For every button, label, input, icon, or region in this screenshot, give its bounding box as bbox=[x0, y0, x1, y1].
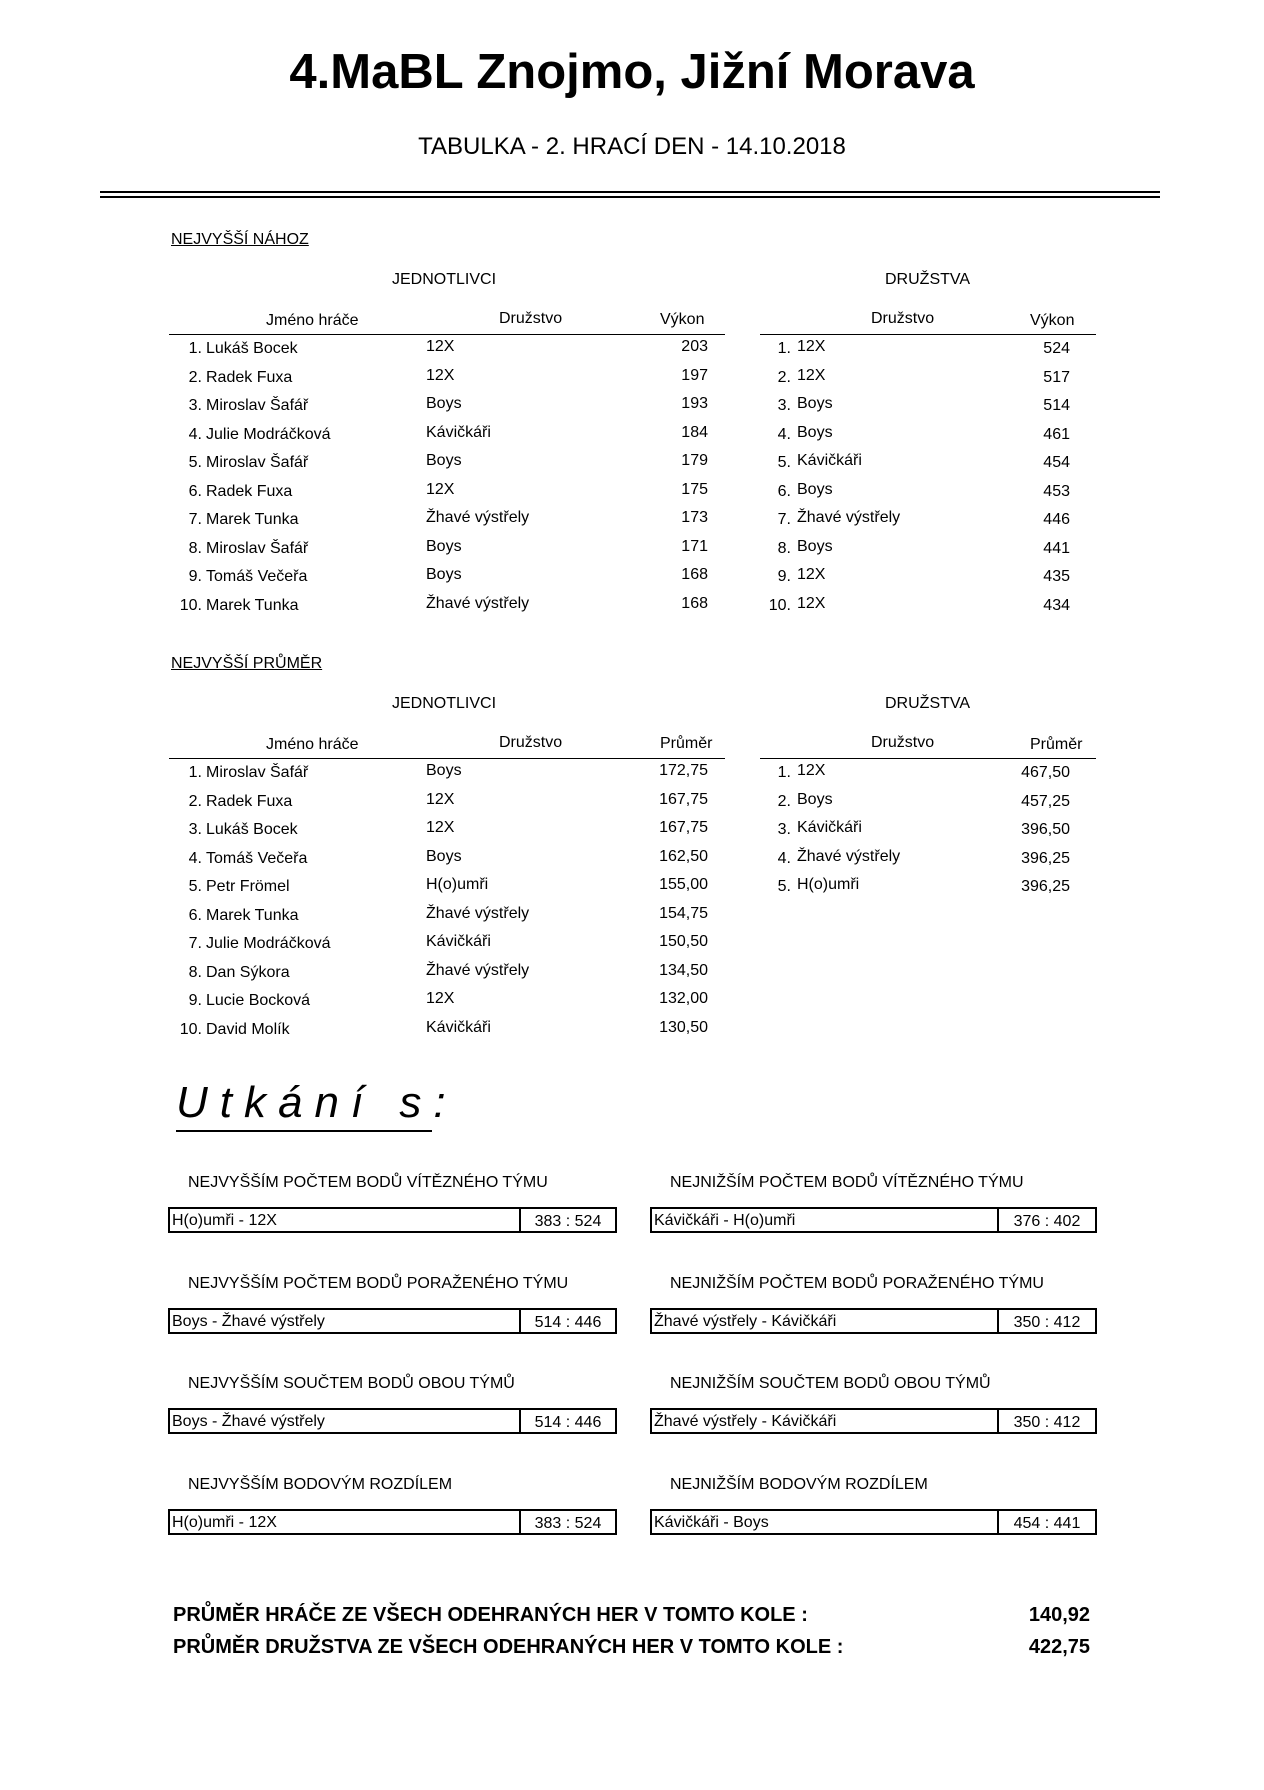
team-name: Boys bbox=[797, 395, 833, 412]
team-value: 453 bbox=[1043, 482, 1070, 500]
player-name: Tomáš Večeřa bbox=[206, 568, 308, 585]
record-box bbox=[650, 1509, 1097, 1535]
team-value: 517 bbox=[1043, 368, 1070, 386]
player-team: Boys bbox=[426, 566, 462, 583]
record-match: Kávičkáři - Boys bbox=[654, 1513, 769, 1531]
team-rank-number: 3. bbox=[777, 821, 791, 838]
player-name: Lukáš Bocek bbox=[206, 340, 298, 357]
team-value: 396,25 bbox=[1021, 849, 1070, 867]
team-value: 446 bbox=[1043, 511, 1070, 528]
player-value: 162,50 bbox=[659, 847, 708, 865]
player-team: 12X bbox=[426, 366, 455, 384]
rank-number: 6. bbox=[188, 482, 202, 500]
player-name: Miroslav Šafář bbox=[206, 539, 309, 557]
player-value: 130,50 bbox=[659, 1018, 708, 1036]
player-value: 179 bbox=[681, 452, 708, 469]
record-match: Žhavé výstřely - Kávičkáři bbox=[654, 1312, 837, 1330]
nahoz-team-header-line bbox=[760, 334, 1096, 335]
player-team: Boys bbox=[426, 395, 462, 412]
player-team: Žhavé výstřely bbox=[426, 509, 530, 526]
team-rank-number: 2. bbox=[777, 368, 791, 386]
team-average-label: PRŮMĚR DRUŽSTVA ZE VŠECH ODEHRANÝCH HER V TOMTO KOLE : bbox=[173, 1636, 844, 1658]
player-team: Boys bbox=[426, 452, 462, 469]
record-match: Boys - Žhavé výstřely bbox=[172, 1413, 325, 1430]
record-label: NEJNIŽŠÍM BODOVÝM ROZDÍLEM bbox=[670, 1475, 928, 1493]
rank-number: 3. bbox=[188, 821, 202, 838]
team-value: 434 bbox=[1043, 596, 1070, 614]
record-label: NEJVYŠŠÍM SOUČTEM BODŮ OBOU TÝMŮ bbox=[188, 1375, 515, 1392]
page-title: 4.MaBL Znojmo, Jižní Morava bbox=[289, 45, 975, 99]
record-label: NEJNIŽŠÍM POČTEM BODŮ PORAŽENÉHO TÝMU bbox=[670, 1274, 1044, 1292]
nahoz-section-title: NEJVYŠŠÍ NÁHOZ bbox=[171, 231, 309, 248]
player-name: Miroslav Šafář bbox=[206, 764, 309, 781]
team-name: 12X bbox=[797, 566, 826, 583]
matches-heading: Utkání s: bbox=[176, 1078, 458, 1127]
player-name: Julie Modráčková bbox=[206, 935, 331, 952]
record-match: Kávičkáři - H(o)umři bbox=[654, 1212, 796, 1229]
prumer-team-header-value: Průměr bbox=[1030, 736, 1083, 753]
team-rank-number: 4. bbox=[777, 849, 791, 867]
record-box bbox=[650, 1408, 1097, 1434]
nahoz-header-line bbox=[169, 334, 725, 335]
player-team: Kávičkáři bbox=[426, 1018, 491, 1036]
player-average-label: PRŮMĚR HRÁČE ZE VŠECH ODEHRANÝCH HER V TOMTO KOLE : bbox=[173, 1604, 808, 1626]
nahoz-team-header-value: Výkon bbox=[1030, 312, 1075, 329]
prumer-header-name: Jméno hráče bbox=[266, 736, 359, 753]
record-score: 350 : 412 bbox=[1013, 1313, 1081, 1331]
player-team: Boys bbox=[426, 762, 462, 779]
team-value: 396,50 bbox=[1021, 821, 1070, 838]
team-value: 524 bbox=[1043, 340, 1070, 357]
player-name: Radek Fuxa bbox=[206, 482, 293, 500]
player-team: Žhavé výstřely bbox=[426, 904, 530, 922]
player-value: 193 bbox=[681, 395, 708, 412]
record-score: 383 : 524 bbox=[534, 1213, 602, 1230]
player-value: 172,75 bbox=[659, 762, 708, 779]
rank-number: 3. bbox=[188, 397, 202, 414]
record-box bbox=[168, 1509, 617, 1535]
team-rank-number: 7. bbox=[777, 511, 791, 528]
record-box bbox=[650, 1207, 1097, 1233]
team-name: Boys bbox=[797, 790, 833, 808]
player-value: 168 bbox=[681, 594, 708, 612]
player-name: Lukáš Bocek bbox=[206, 821, 298, 838]
record-score: 454 : 441 bbox=[1013, 1514, 1081, 1532]
rank-number: 1. bbox=[188, 764, 202, 781]
nahoz-header-value: Výkon bbox=[660, 311, 705, 328]
player-name: Lucie Bocková bbox=[206, 992, 311, 1009]
player-name: David Molík bbox=[206, 1020, 290, 1038]
record-label: NEJNIŽŠÍM SOUČTEM BODŮ OBOU TÝMŮ bbox=[670, 1375, 991, 1392]
team-name: Boys bbox=[797, 480, 833, 498]
player-value: 203 bbox=[681, 338, 708, 355]
record-box bbox=[168, 1308, 617, 1334]
player-team: 12X bbox=[426, 790, 455, 808]
team-name: H(o)umři bbox=[797, 876, 860, 893]
team-rank-number: 1. bbox=[777, 340, 791, 357]
player-team: 12X bbox=[426, 480, 455, 498]
rank-number: 7. bbox=[188, 511, 202, 528]
rank-number: 5. bbox=[188, 454, 202, 471]
nahoz-individual-title: JEDNOTLIVCI bbox=[392, 271, 497, 288]
player-name: Julie Modráčková bbox=[206, 425, 331, 443]
record-label: NEJVYŠŠÍM BODOVÝM ROZDÍLEM bbox=[188, 1475, 453, 1493]
rank-number: 9. bbox=[188, 568, 202, 585]
team-rank-number: 1. bbox=[777, 764, 791, 781]
team-average-value: 422,75 bbox=[1028, 1636, 1090, 1658]
player-name: Miroslav Šafář bbox=[206, 397, 309, 414]
team-value: 435 bbox=[1043, 568, 1070, 585]
record-box bbox=[168, 1408, 617, 1434]
team-rank-number: 6. bbox=[777, 482, 791, 500]
player-value: 134,50 bbox=[659, 961, 708, 979]
team-value: 454 bbox=[1043, 454, 1070, 471]
player-name: Radek Fuxa bbox=[206, 792, 293, 810]
prumer-section-title: NEJVYŠŠÍ PRŮMĚR bbox=[171, 655, 323, 672]
player-value: 167,75 bbox=[659, 819, 708, 836]
rank-number: 2. bbox=[188, 368, 202, 386]
player-value: 150,50 bbox=[659, 933, 708, 950]
rank-number: 10. bbox=[179, 1020, 202, 1038]
nahoz-team-title: DRUŽSTVA bbox=[885, 271, 971, 288]
nahoz-header-name: Jméno hráče bbox=[266, 312, 359, 329]
player-value: 167,75 bbox=[659, 790, 708, 808]
record-score: 514 : 446 bbox=[534, 1414, 602, 1431]
team-name: 12X bbox=[797, 338, 826, 355]
player-name: Marek Tunka bbox=[206, 596, 299, 614]
rank-number: 1. bbox=[188, 340, 202, 357]
player-value: 155,00 bbox=[659, 876, 708, 893]
record-match: H(o)umři - 12X bbox=[172, 1513, 277, 1531]
team-name: 12X bbox=[797, 594, 826, 612]
prumer-team-title: DRUŽSTVA bbox=[885, 695, 971, 712]
team-name: Žhavé výstřely bbox=[797, 509, 901, 526]
rank-number: 7. bbox=[188, 935, 202, 952]
rank-number: 10. bbox=[179, 596, 202, 614]
record-label: NEJVYŠŠÍM POČTEM BODŮ VÍTĚZNÉHO TÝMU bbox=[188, 1174, 548, 1191]
rank-number: 9. bbox=[188, 992, 202, 1009]
player-team: 12X bbox=[426, 990, 455, 1007]
prumer-team-header-team: Družstvo bbox=[871, 734, 935, 751]
player-team: Kávičkáři bbox=[426, 933, 491, 950]
team-rank-number: 9. bbox=[777, 568, 791, 585]
player-value: 171 bbox=[681, 537, 708, 555]
team-name: 12X bbox=[797, 762, 826, 779]
team-value: 461 bbox=[1043, 425, 1070, 443]
team-rank-number: 8. bbox=[777, 539, 791, 557]
prumer-team-header-line bbox=[760, 758, 1096, 759]
team-rank-number: 5. bbox=[777, 878, 791, 895]
team-rank-number: 4. bbox=[777, 425, 791, 443]
rank-number: 4. bbox=[188, 849, 202, 867]
player-value: 175 bbox=[681, 480, 708, 498]
prumer-individual-title: JEDNOTLIVCI bbox=[392, 695, 497, 712]
player-name: Miroslav Šafář bbox=[206, 454, 309, 471]
rank-number: 5. bbox=[188, 878, 202, 895]
player-value: 197 bbox=[681, 366, 708, 384]
team-value: 441 bbox=[1043, 539, 1070, 557]
record-score: 514 : 446 bbox=[534, 1313, 602, 1331]
record-score: 376 : 402 bbox=[1013, 1213, 1081, 1230]
player-value: 184 bbox=[681, 423, 708, 441]
team-value: 457,25 bbox=[1021, 792, 1070, 810]
player-value: 168 bbox=[681, 566, 708, 583]
rank-number: 2. bbox=[188, 792, 202, 810]
page-subtitle: TABULKA - 2. HRACÍ DEN - 14.10.2018 bbox=[418, 133, 846, 160]
record-match: H(o)umři - 12X bbox=[172, 1212, 277, 1229]
player-team: 12X bbox=[426, 819, 455, 836]
player-team: Kávičkáři bbox=[426, 423, 491, 441]
player-name: Tomáš Večeřa bbox=[206, 849, 308, 867]
player-name: Radek Fuxa bbox=[206, 368, 293, 386]
team-name: Kávičkáři bbox=[797, 819, 862, 836]
team-rank-number: 5. bbox=[777, 454, 791, 471]
player-name: Dan Sýkora bbox=[206, 963, 290, 981]
rank-number: 4. bbox=[188, 425, 202, 443]
nahoz-header-team: Družstvo bbox=[499, 310, 563, 327]
prumer-header-value: Průměr bbox=[660, 735, 713, 752]
team-name: Boys bbox=[797, 423, 833, 441]
rank-number: 8. bbox=[188, 963, 202, 981]
rank-number: 6. bbox=[188, 906, 202, 924]
player-name: Petr Frömel bbox=[206, 878, 290, 895]
team-name: Žhavé výstřely bbox=[797, 847, 901, 865]
team-rank-number: 10. bbox=[768, 596, 791, 614]
matches-heading-underline bbox=[176, 1130, 432, 1132]
prumer-header-line bbox=[169, 758, 725, 759]
nahoz-team-header-team: Družstvo bbox=[871, 310, 935, 327]
player-team: Žhavé výstřely bbox=[426, 961, 530, 979]
player-name: Marek Tunka bbox=[206, 906, 299, 924]
player-value: 132,00 bbox=[659, 990, 708, 1007]
prumer-header-team: Družstvo bbox=[499, 734, 563, 751]
team-value: 396,25 bbox=[1021, 878, 1070, 895]
player-value: 173 bbox=[681, 509, 708, 526]
player-value: 154,75 bbox=[659, 904, 708, 922]
team-rank-number: 3. bbox=[777, 397, 791, 414]
player-team: Žhavé výstřely bbox=[426, 594, 530, 612]
rank-number: 8. bbox=[188, 539, 202, 557]
record-match: Žhavé výstřely - Kávičkáři bbox=[654, 1413, 837, 1430]
team-name: Kávičkáři bbox=[797, 452, 862, 469]
header-rule-top bbox=[100, 191, 1160, 193]
record-score: 383 : 524 bbox=[534, 1514, 602, 1532]
player-team: H(o)umři bbox=[426, 876, 489, 893]
team-name: Boys bbox=[797, 537, 833, 555]
player-name: Marek Tunka bbox=[206, 511, 299, 528]
header-rule-bottom bbox=[100, 196, 1160, 198]
team-value: 467,50 bbox=[1021, 764, 1070, 781]
record-label: NEJNIŽŠÍM POČTEM BODŮ VÍTĚZNÉHO TÝMU bbox=[670, 1174, 1024, 1191]
player-team: Boys bbox=[426, 537, 462, 555]
team-name: 12X bbox=[797, 366, 826, 384]
team-value: 514 bbox=[1043, 397, 1070, 414]
record-box bbox=[650, 1308, 1097, 1334]
record-label: NEJVYŠŠÍM POČTEM BODŮ PORAŽENÉHO TÝMU bbox=[188, 1274, 569, 1292]
team-rank-number: 2. bbox=[777, 792, 791, 810]
player-team: 12X bbox=[426, 338, 455, 355]
record-box bbox=[168, 1207, 617, 1233]
record-match: Boys - Žhavé výstřely bbox=[172, 1312, 325, 1330]
player-average-value: 140,92 bbox=[1028, 1604, 1090, 1626]
player-team: Boys bbox=[426, 847, 462, 865]
record-score: 350 : 412 bbox=[1013, 1414, 1081, 1431]
